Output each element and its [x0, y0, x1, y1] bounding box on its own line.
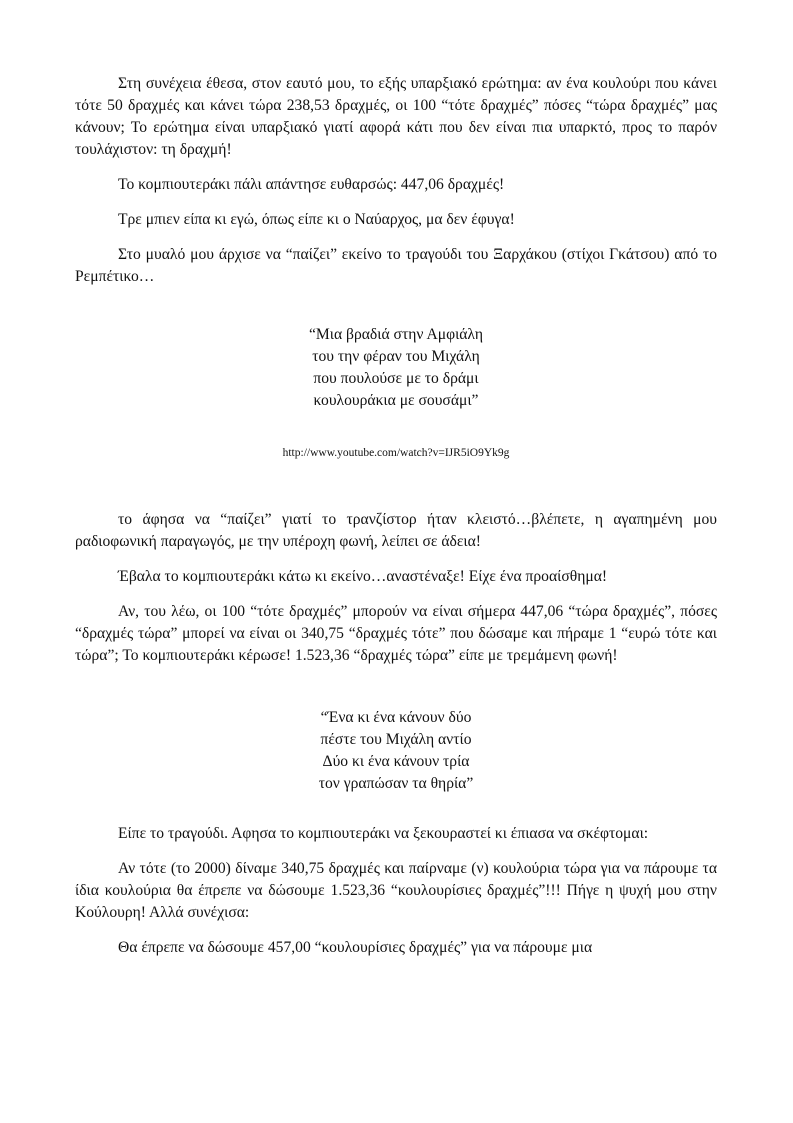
verse-line: κουλουράκια με σουσάμι”	[313, 392, 479, 409]
verse-line: τον γραπώσαν τα θηρία”	[318, 775, 474, 792]
paragraph: Στο μυαλό μου άρχισε να “παίζει” εκείνο το τραγούδι του Ξαρχάκου (στίχοι Γκάτσου) από το Ρεμπέτικο…	[75, 246, 717, 285]
verse-line: “Ένα κι ένα κάνουν δύο	[320, 709, 472, 726]
paragraph: Θα έπρεπε να δώσουμε 457,00 “κουλουρίσιες δραχμές” για να πάρουμε μια	[118, 939, 593, 956]
paragraph: Έβαλα το κομπιουτεράκι κάτω κι εκείνο…αναστέναξε! Είχε ένα προαίσθημα!	[118, 568, 608, 585]
document-page	[75, 73, 717, 959]
paragraph: Στη συνέχεια έθεσα, στον εαυτό μου, το εξής υπαρξιακό ερώτημα: αν ένα κουλούρι που κάνει τότε 50 δραχμές και κάνει τώρα 238,53 δραχμές, οι 100 “τότε δραχμές” πόσες “τώρα δραχμές” μας κάνουν; Το ερώτημα είναι υπαρξιακό γιατί αφορά κάτι που δεν είναι πια υπαρκτό, προς το παρόν τουλάχιστον: τη δραχμή!	[75, 75, 717, 158]
youtube-link[interactable]: http://www.youtube.com/watch?v=IJR5iO9Yk9g	[282, 447, 510, 459]
verse-line: Δύο κι ένα κάνουν τρία	[322, 753, 470, 770]
paragraph: Αν, του λέω, οι 100 “τότε δραχμές” μπορούν να είναι σήμερα 447,06 “τώρα δραχμές”, πόσες “δραχμές τώρα” μπορεί να είναι οι 340,75 “δραχμές τότε” που δώσαμε και πήραμε 1 “ευρώ τότε και τώρα”; Το κομπιουτεράκι κέρωσε! 1.523,36 “δραχμές τώρα” είπε με τρεμάμενη φωνή!	[75, 603, 717, 664]
verse-line: “Μια βραδιά στην Αμφιάλη	[308, 326, 484, 343]
paragraph: Αν τότε (το 2000) δίναμε 340,75 δραχμές και παίρναμε (ν) κουλούρια τώρα για να πάρουμε τα ίδια κουλούρια θα έπρεπε να δώσουμε 1.523,36 “κουλουρίσιες δραχμές”!!! Πήγε η ψυχή μου στην Κούλουρη! Αλλά συνέχισα:	[75, 860, 717, 921]
paragraph: Είπε το τραγούδι. Αφησα το κομπιουτεράκι να ξεκουραστεί κι έπιασα να σκέφτομαι:	[118, 825, 649, 842]
verse-line: πέστε του Μιχάλη αντίο	[320, 731, 472, 748]
verse-line: του την φέραν του Μιχάλη	[312, 348, 480, 365]
song-verse-2	[75, 707, 717, 795]
paragraph: Τρε μπιεν είπα κι εγώ, όπως είπε κι ο Ναύαρχος, μα δεν έφυγα!	[118, 211, 515, 228]
verse-line: που πουλούσε με το δράμι	[313, 370, 479, 387]
paragraph: Το κομπιουτεράκι πάλι απάντησε ευθαρσώς: 447,06 δραχμές!	[118, 176, 505, 193]
song-verse-1	[75, 324, 717, 412]
paragraph: το άφησα να “παίζει” γιατί το τρανζίστορ ήταν κλειστό…βλέπετε, η αγαπημένη μου ραδιοφωνική παραγωγός, με την υπέροχη φωνή, λείπει σε άδεια!	[75, 511, 717, 550]
